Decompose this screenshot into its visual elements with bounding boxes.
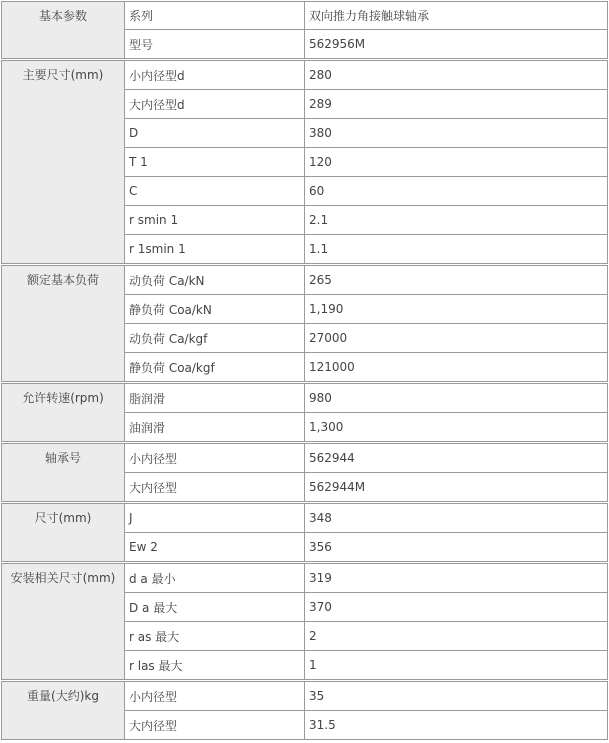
param-name: r as 最大: [125, 622, 305, 651]
param-name: 油润滑: [125, 413, 305, 443]
param-name: D a 最大: [125, 593, 305, 622]
param-value: 1.1: [305, 235, 608, 265]
param-name: C: [125, 177, 305, 206]
group-label: 轴承号: [2, 443, 125, 503]
group-main-dimensions: [2, 60, 608, 265]
param-value: 121000: [305, 353, 608, 383]
param-name: 大内径型: [125, 473, 305, 503]
param-name: 小内径型: [125, 443, 305, 473]
param-name: 小内径型: [125, 681, 305, 711]
param-value: 1,300: [305, 413, 608, 443]
param-name: J: [125, 503, 305, 533]
table-row: [2, 265, 608, 295]
table-row: [2, 60, 608, 90]
param-name: 大内径型: [125, 711, 305, 740]
table-row: [2, 443, 608, 473]
param-value: 562944: [305, 443, 608, 473]
group-label: 重量(大约)kg: [2, 681, 125, 740]
param-value: 1,190: [305, 295, 608, 324]
group-bearing-number: [2, 443, 608, 503]
param-value: 27000: [305, 324, 608, 353]
param-value: 1: [305, 651, 608, 681]
param-name: 静负荷 Coa/kN: [125, 295, 305, 324]
param-name: T 1: [125, 148, 305, 177]
group-basic-params: [2, 2, 608, 60]
param-value: 2.1: [305, 206, 608, 235]
param-value: 380: [305, 119, 608, 148]
param-name: 小内径型d: [125, 60, 305, 90]
param-name: Ew 2: [125, 533, 305, 563]
param-value: 562956M: [305, 30, 608, 60]
param-value: 289: [305, 90, 608, 119]
param-name: 脂润滑: [125, 383, 305, 413]
param-value: 120: [305, 148, 608, 177]
param-name: 动负荷 Ca/kgf: [125, 324, 305, 353]
table-row: [2, 563, 608, 593]
group-label: 允许转速(rpm): [2, 383, 125, 443]
param-name: 大内径型d: [125, 90, 305, 119]
table-row: [2, 2, 608, 30]
param-value: 35: [305, 681, 608, 711]
param-name: r las 最大: [125, 651, 305, 681]
param-name: r smin 1: [125, 206, 305, 235]
param-value: 31.5: [305, 711, 608, 740]
param-value: 980: [305, 383, 608, 413]
param-value: 319: [305, 563, 608, 593]
param-value: 60: [305, 177, 608, 206]
group-rated-load: [2, 265, 608, 383]
param-value: 370: [305, 593, 608, 622]
group-weight: [2, 681, 608, 740]
param-value: 280: [305, 60, 608, 90]
param-value: 265: [305, 265, 608, 295]
group-label: 额定基本负荷: [2, 265, 125, 383]
table-row: [2, 681, 608, 711]
group-label: 主要尺寸(mm): [2, 60, 125, 265]
param-value: 562944M: [305, 473, 608, 503]
param-value: 348: [305, 503, 608, 533]
group-dimensions: [2, 503, 608, 563]
param-value: 356: [305, 533, 608, 563]
param-name: d a 最小: [125, 563, 305, 593]
bearing-spec-table: [1, 1, 608, 740]
param-name: D: [125, 119, 305, 148]
param-name: 动负荷 Ca/kN: [125, 265, 305, 295]
group-mounting-dimensions: [2, 563, 608, 681]
group-label: 基本参数: [2, 2, 125, 60]
group-label: 安装相关尺寸(mm): [2, 563, 125, 681]
param-value: 双向推力角接触球轴承: [305, 2, 608, 30]
param-name: 型号: [125, 30, 305, 60]
param-name: 系列: [125, 2, 305, 30]
param-name: 静负荷 Coa/kgf: [125, 353, 305, 383]
table-row: [2, 383, 608, 413]
table-row: [2, 503, 608, 533]
group-allowed-speed: [2, 383, 608, 443]
param-name: r 1smin 1: [125, 235, 305, 265]
param-value: 2: [305, 622, 608, 651]
group-label: 尺寸(mm): [2, 503, 125, 563]
